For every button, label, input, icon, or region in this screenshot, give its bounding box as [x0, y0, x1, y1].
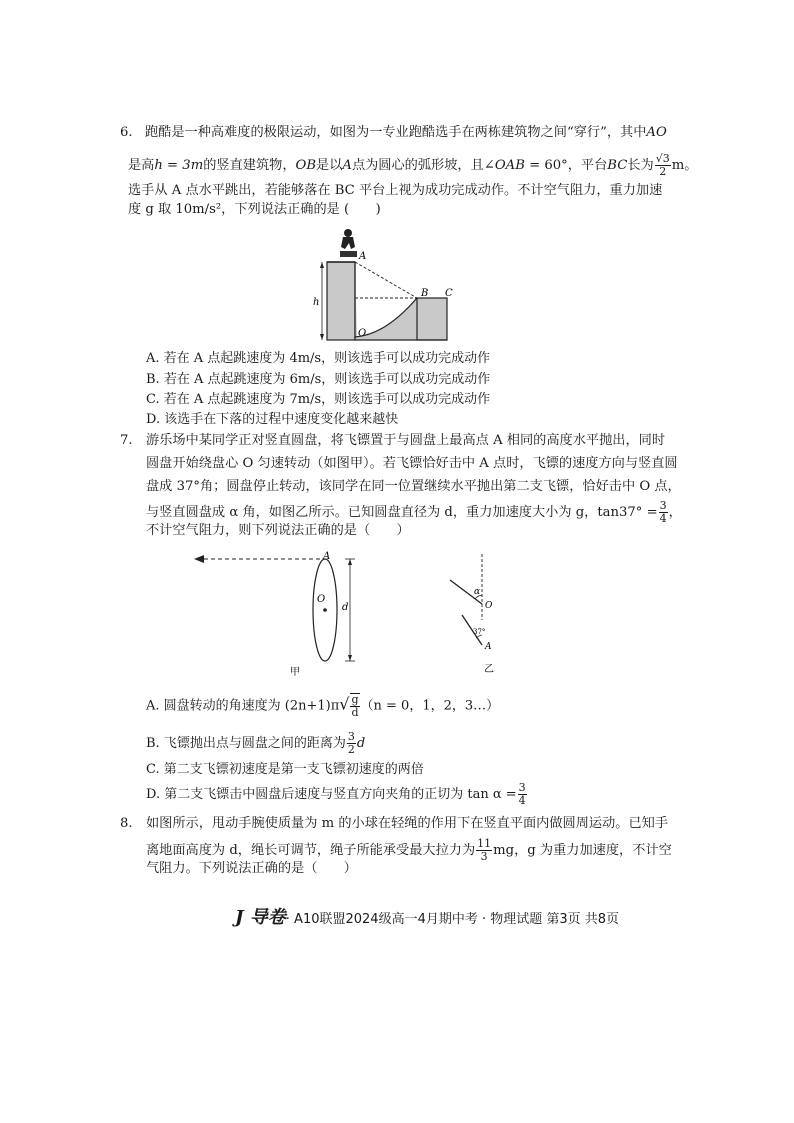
q7-optD-frac	[518, 782, 527, 807]
q8-l2a: 离地面高度为 d，绳长可调节，绳子所能承受最大拉力为	[146, 843, 476, 858]
label-a: A	[359, 251, 367, 262]
q7-figure-yi	[440, 550, 510, 680]
q7-optB-den: 2	[347, 743, 355, 756]
q6-l2e: 是以	[316, 158, 343, 173]
q6-line-3: 选手从 A 点水平跳出，若能够落在 BC 平台上视为成功完成动作。不计空气阻力，重力加速	[128, 183, 663, 198]
q6-l2d: OB	[295, 158, 317, 173]
platform-bc	[417, 298, 447, 340]
caption-yi: 乙	[484, 664, 494, 675]
footer-logo: J 导卷	[235, 907, 286, 928]
q6-fraction	[655, 153, 671, 178]
q7-optA-text: A. 圆盘转动的角速度为 (2n+1)π	[146, 698, 340, 714]
q6-l2g: 点为圆心的弧形坡，且∠	[351, 158, 495, 173]
q6-l2a: 是高	[128, 158, 155, 173]
caption-jia: 甲	[290, 667, 300, 678]
q7-optB-frac	[347, 731, 356, 756]
q7-line-5: 不计空气阻力，则下列说法正确的是（ ）	[146, 523, 410, 538]
q8-line-3: 气阻力。下列说法正确的是（ ）	[146, 861, 357, 876]
q6-l2b: h = 3m	[154, 158, 204, 173]
q6-l2f: A	[342, 158, 352, 173]
q7-frac-den: 4	[659, 512, 667, 525]
q7-optB-tail: d	[356, 736, 366, 751]
disc-center	[323, 608, 327, 612]
q7-option-c: C. 第二支飞镖初速度是第一支飞镖初速度的两倍	[146, 762, 424, 777]
q6-option-d: D. 该选手在下落的过程中速度变化越来越快	[146, 412, 399, 427]
q6-frac-den: 2	[659, 165, 667, 178]
label-h: h	[313, 297, 320, 308]
q6-line-4: 度 g 取 10m/s²，下列说法正确的是 ( )	[128, 202, 381, 217]
q6-l2j: BC	[607, 158, 628, 173]
label-o: O	[317, 594, 326, 605]
q6-l2h: OAB	[494, 158, 525, 173]
q6-line-2	[128, 153, 697, 178]
page-footer	[235, 903, 619, 929]
q7-optD-den: 4	[518, 794, 526, 807]
dart-icon	[194, 555, 204, 563]
label-o: O	[358, 328, 367, 339]
q7-l4a: 与竖直圆盘成 α 角，如图乙所示。已知圆盘直径为 d，重力加速度大小为 g，tan37° =	[146, 505, 658, 520]
q8-number: 8.	[120, 816, 133, 831]
q6-option-a: A. 若在 A 点起跳速度为 4m/s，则该选手可以成功完成动作	[146, 351, 491, 366]
q7-frac-num: 3	[659, 499, 667, 512]
label-o: O	[485, 601, 493, 611]
runner-icon	[340, 229, 357, 257]
q6-option-b: B. 若在 A 点起跳速度为 6m/s，则该选手可以成功完成动作	[146, 372, 491, 387]
q7-optD-text: D. 第二支飞镖击中圆盘后速度与竖直方向夹角的正切为 tan α =	[146, 787, 517, 802]
q7-optA-num: g	[351, 693, 359, 706]
dash-ab	[355, 262, 417, 298]
label-37: 37°	[473, 628, 486, 636]
label-a: A	[485, 642, 492, 652]
label-alpha: α	[474, 587, 481, 597]
q7-figure-jia	[190, 548, 370, 678]
q8-frac-num: 11	[477, 837, 492, 850]
label-a: A	[323, 551, 331, 562]
footer-text: · A10联盟2024级高一4月期中考 · 物理试题 第3页 共8页	[285, 912, 620, 927]
q8-fraction	[476, 838, 492, 863]
q7-option-a: A. 圆盘转动的角速度为 (2n+1)π√ $\frac{g}{d}$ （n = 0，1，2，3…）	[146, 693, 500, 719]
label-c: C	[445, 288, 453, 299]
q7-optA-tail: （n = 0，1，2，3…）	[360, 698, 500, 714]
label-d: d	[342, 602, 349, 613]
q7-option-b	[146, 731, 365, 756]
q6-option-c: C. 若在 A 点起跳速度为 7m/s，则该选手可以成功完成动作	[146, 392, 491, 407]
q6-l2k: 长为	[627, 158, 654, 173]
q7-optD-num: 3	[518, 781, 526, 794]
q7-optA-frac	[350, 693, 359, 719]
q6-number: 6.	[120, 125, 133, 140]
q7-optA-den: d	[351, 706, 359, 719]
q6-l2l: m。	[671, 158, 698, 173]
q6-figure	[305, 225, 465, 350]
q7-number: 7.	[120, 433, 133, 448]
q7-optB-num: 3	[347, 730, 355, 743]
q8-frac-den: 3	[480, 850, 488, 863]
q8-line-1: 如图所示，甩动手腕使质量为 m 的小球在轻绳的作用下在竖直平面内做圆周运动。已知手	[146, 816, 669, 831]
q6-l2i: = 60°，平台	[524, 158, 608, 173]
q6-line-1	[145, 124, 667, 142]
building-ao	[327, 262, 355, 340]
q7-l4b: ，	[668, 505, 682, 520]
q6-l2c: 的竖直建筑物，	[203, 158, 296, 173]
q7-line-2: 圆盘开始绕盘心 O 匀速转动（如图甲）。若飞镖恰好击中 A 点时，飞镖的速度方向与竖直圆	[146, 456, 678, 471]
q6-frac-num: √3	[655, 152, 670, 165]
q7-optB-text: B. 飞镖抛出点与圆盘之间的距离为	[146, 736, 346, 751]
label-b: B	[421, 288, 429, 299]
q7-line-1: 游乐场中某同学正对竖直圆盘，将飞镖置于与圆盘上最高点 A 相同的高度水平抛出，同时	[146, 433, 666, 448]
q7-option-d	[146, 782, 528, 807]
q8-l2b: mg，g 为重力加速度，不计空	[493, 843, 672, 858]
q7-fraction	[659, 500, 668, 525]
q7-line-3: 盘成 37°角；圆盘停止转动，该同学在同一位置继续水平抛出第二支飞镖，恰好击中 O 点，	[146, 479, 681, 494]
q6-line-1-text: 跑酷是一种高难度的极限运动，如图为一专业跑酷选手在两栋建筑物之间“穿行”，其中	[145, 125, 647, 140]
q6-line-1-var: AO	[646, 125, 667, 140]
